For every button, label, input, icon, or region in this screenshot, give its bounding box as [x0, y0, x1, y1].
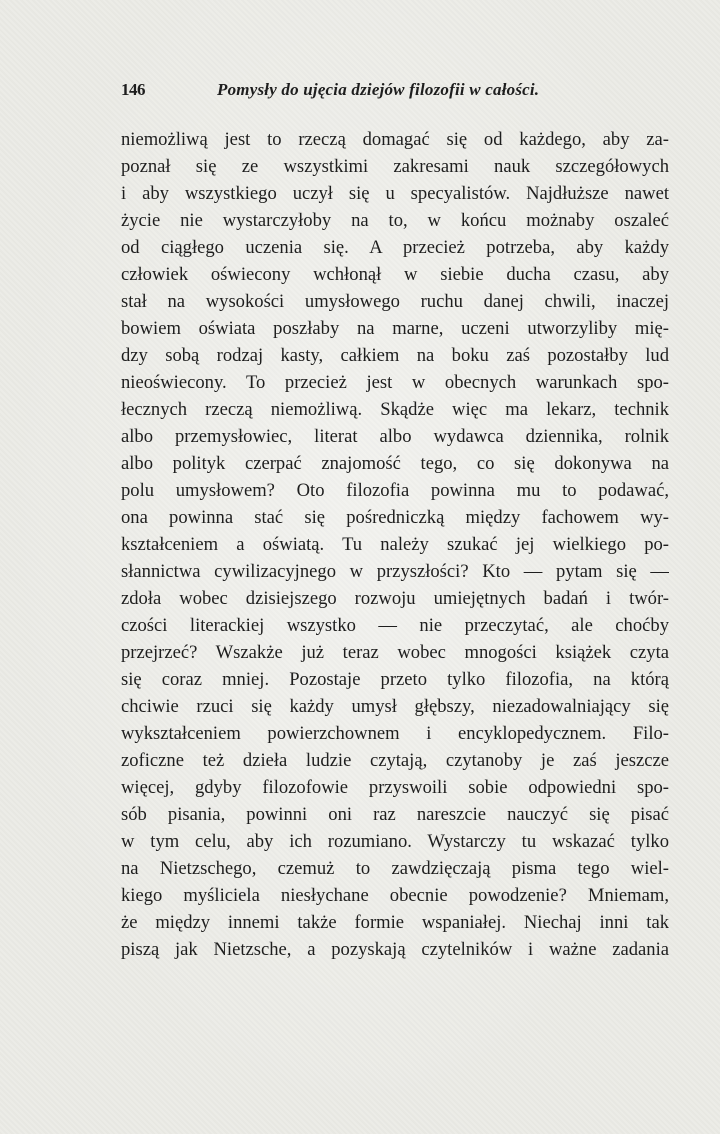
text-line: stał na wysokości umysłowego ruchu danej chwili, inaczej — [121, 291, 669, 312]
text-line: albo polityk czerpać znajomość tego, co się dokonywa na — [121, 453, 669, 474]
text-line: słannictwa cywilizacyjnego w przyszłości? Kto — pytam się — — [121, 561, 669, 582]
text-line: bowiem oświata poszłaby na marne, uczeni utworzyliby mię- — [121, 318, 669, 339]
text-line: niemożliwą jest to rzeczą domagać się od każdego, aby za- — [121, 129, 669, 150]
text-line: wykształceniem powierzchownem i encyklopedycznem. Filo- — [121, 723, 669, 744]
text-line: sób pisania, powinni oni raz nareszcie nauczyć się pisać — [121, 804, 669, 825]
text-line: ona powinna stać się pośredniczką między fachowem wy- — [121, 507, 669, 528]
text-line: zoficzne też dzieła ludzie czytają, czytanoby je zaś jeszcze — [121, 750, 669, 771]
running-title: Pomysły do ujęcia dziejów filozofii w całości. — [217, 80, 540, 99]
text-line: się coraz mniej. Pozostaje przeto tylko filozofia, na którą — [121, 669, 669, 690]
text-line: nieoświecony. To przecież jest w obecnych warunkach spo- — [121, 372, 669, 393]
text-line: w tym celu, aby ich rozumiano. Wystarczy tu wskazać tylko — [121, 831, 669, 852]
text-line: na Nietzschego, czemuż to zawdzięczają pisma tego wiel- — [121, 858, 669, 879]
text-line: czości literackiej wszystko — nie przeczytać, ale choćby — [121, 615, 669, 636]
text-line: łecznych rzeczą niemożliwą. Skądże więc ma lekarz, technik — [121, 399, 669, 420]
text-line: poznał się ze wszystkimi zakresami nauk szczegółowych — [121, 156, 669, 177]
text-line: przejrzeć? Wszakże już teraz wobec mnogości książek czyta — [121, 642, 669, 663]
page-header — [121, 80, 601, 110]
text-line: kiego myśliciela niesłychane obecnie powodzenie? Mniemam, — [121, 885, 669, 906]
body-text — [121, 126, 669, 963]
text-line: kształceniem a oświatą. Tu należy szukać jej wielkiego po- — [121, 534, 669, 555]
page-number: 146 — [121, 80, 145, 99]
text-line: piszą jak Nietzsche, a pozyskają czytelników i ważne zadania — [121, 939, 669, 960]
text-line: chciwie rzuci się każdy umysł głębszy, niezadowalniający się — [121, 696, 669, 717]
text-line: zdoła wobec dzisiejszego rozwoju umiejętnych badań i twór- — [121, 588, 669, 609]
text-line: dzy sobą rodzaj kasty, całkiem na boku zaś pozostałby lud — [121, 345, 669, 366]
text-line: człowiek oświecony wchłonął w siebie ducha czasu, aby — [121, 264, 669, 285]
text-line: od ciągłego uczenia się. A przecież potrzeba, aby każdy — [121, 237, 669, 258]
text-line: że między innemi także formie wspaniałej. Niechaj inni tak — [121, 912, 669, 933]
text-line: więcej, gdyby filozofowie przyswoili sobie odpowiedni spo- — [121, 777, 669, 798]
text-line: życie nie wystarczyłoby na to, w końcu możnaby oszaleć — [121, 210, 669, 231]
text-line: polu umysłowem? Oto filozofia powinna mu to podawać, — [121, 480, 669, 501]
text-line: albo przemysłowiec, literat albo wydawca dziennika, rolnik — [121, 426, 669, 447]
text-line: i aby wszystkiego uczył się u specyalistów. Najdłuższe nawet — [121, 183, 669, 204]
